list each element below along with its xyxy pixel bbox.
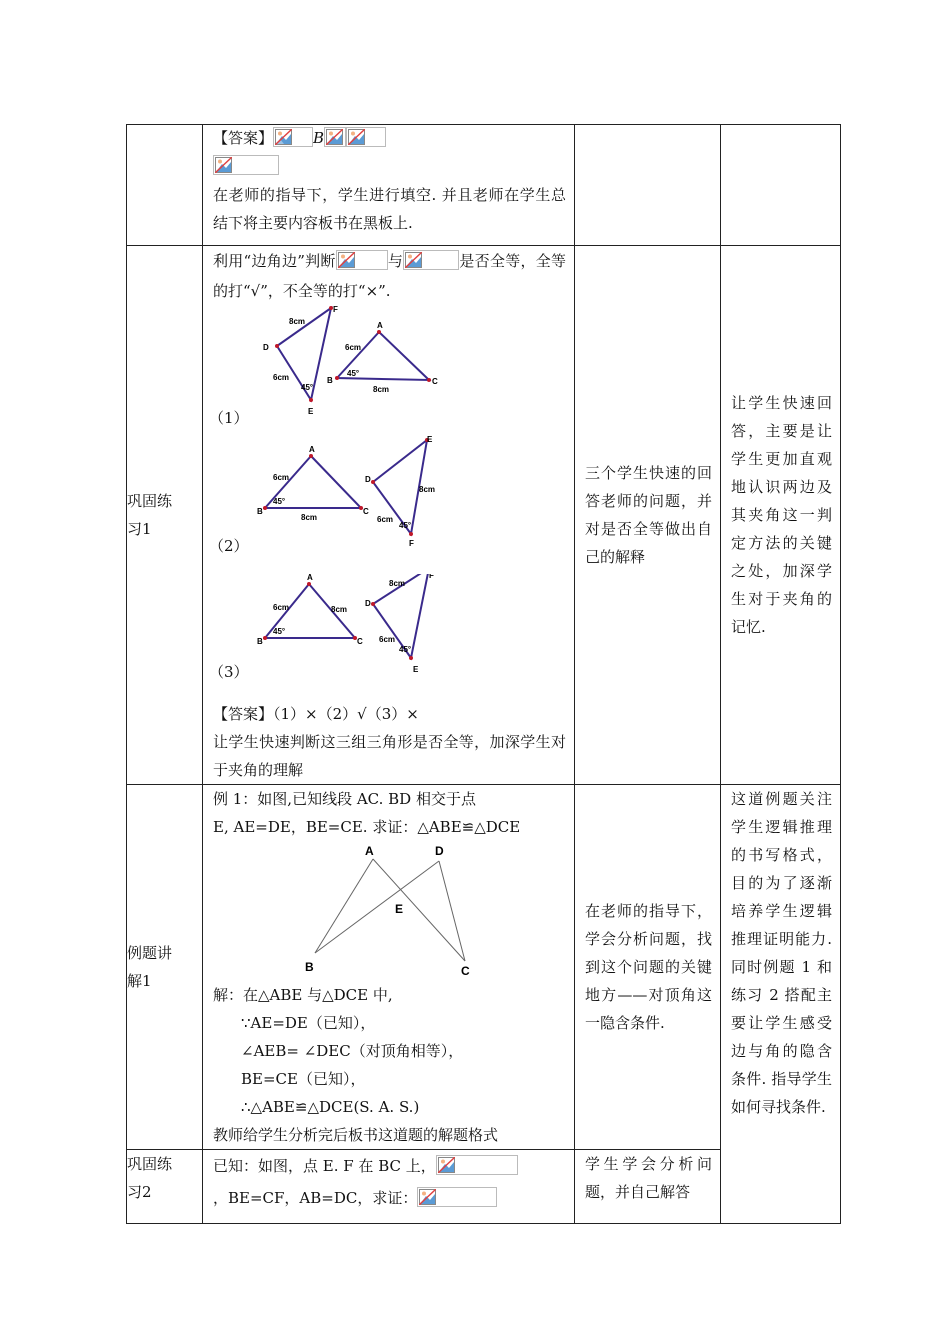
fig3-label-d: D [365,599,371,608]
row3-student-cell [575,785,721,1150]
example-line-1: 例 1：如图,已知线段 AC. BD 相交于点 [213,790,476,808]
row3-content-cell [203,785,575,1150]
fig2-tag: （2） [209,537,249,555]
practice2-line-2: ，BE=CF，AB=DC，求证： [213,1182,566,1214]
practice-summary: 让学生快速判断这三组三角形是否全等，加深学生对于夹角的理解 [213,733,566,779]
broken-image-icon [324,127,346,147]
fig3-label-c: C [357,637,363,646]
broken-image-icon [336,250,388,270]
broken-image-icon [403,250,459,270]
practice-student-text: 三个学生快速的回答老师的问题，并对是否全等做出自己的解释 [585,464,712,566]
fig3-measure-de: 6cm [379,635,396,644]
broken-image-icon [213,155,279,175]
row1-stage-cell [127,125,203,246]
example-point-e: E [395,902,404,916]
lesson-table [126,124,841,1224]
example-intent-text: 这道例题关注学生逻辑推理的书写格式，目的为了逐渐培养学生逻辑推理证明能力. 同时例题 1 和练习 2 搭配主要让学生感受边与角的隐含条件. 指导学生如何寻找条件. [731,790,832,1116]
fig2-measure-ef: 8cm [419,485,436,494]
fig2-label-b: B [257,507,263,516]
row-answer [127,125,841,246]
row2-intent-cell [721,246,841,785]
fig1-measure-df: 8cm [289,317,306,326]
fig1-label-d: D [263,343,269,352]
fig1-label-e: E [308,407,314,416]
fig1-label-b: B [327,376,333,385]
solution-line-5: ∴△ABE≌△DCE(S. A. S.) [241,1098,420,1116]
practice2-line-1: 已知：如图，点 E. F 在 BC 上， [213,1150,566,1182]
answer-letter: B [313,129,325,147]
fig1-measure-bc: 8cm [373,385,390,394]
row2-student-cell [575,246,721,785]
figure-3 [209,574,566,700]
answer-label: 【答案】 [213,129,274,147]
fig3-measure-angle2: 45° [399,645,412,654]
fig2-measure-angle: 45° [273,497,286,506]
fig2-label-f: F [409,539,414,548]
solution-line-2: ∵AE=DE（已知）， [241,1014,376,1032]
stage-label-practice-2: 巩固练习2 [127,1150,203,1224]
fig3-label-f: F [429,574,434,580]
row-example-1 [127,785,841,1150]
fig2-label-d: D [365,475,371,484]
example-point-b: B [305,960,314,974]
fig3-label-a: A [307,574,313,582]
fig3-measure-df: 8cm [389,579,406,588]
fig3-label-e: E [413,665,419,674]
fig2-measure-de: 6cm [377,515,394,524]
fig3-tag: （3） [209,663,249,681]
broken-image-icon [273,127,313,147]
fig2-label-a: A [309,445,315,454]
practice-intent-text: 让学生快速回答，主要是让学生更加直观地认识两边及其夹角这一判定方法的关键之处，加深学生对于夹角的记忆. [731,394,832,636]
fig1-measure-angle: 45° [301,383,314,392]
stage-label-example-1: 例题讲解1 [127,785,203,1150]
solution-line-1: 解：在△ABE 与△DCE 中, [213,986,393,1004]
fig2-label-c: C [363,507,369,516]
stage-label-practice-1: 巩固练习1 [127,246,203,785]
row1-content-cell [203,125,575,246]
row4-student-cell [575,1150,721,1224]
figure-2 [209,436,566,574]
practice-answer: 【答案】（1）×（2）√（3）× [213,705,419,723]
row1-student-cell [575,125,721,246]
solution-line-6: 教师给学生分析完后板书这道题的解题格式 [213,1126,499,1144]
fig3-measure-angle: 45° [273,627,286,636]
solution-line-4: BE=CE（已知）， [241,1070,366,1088]
example-point-d: D [435,844,444,858]
row1-text: 在老师的指导下，学生进行填空. 并且老师在学生总结下将主要内容板书在黑板上. [213,186,566,232]
fig1-measure-angle2: 45° [347,369,360,378]
fig3-measure-ac: 8cm [331,605,348,614]
fig2-measure-ab: 6cm [273,473,290,482]
practice-question: 利用“边角边”判断 与 是否全等，全等的打“√”，不全等的打“×”. [213,252,566,300]
broken-image-icon [436,1155,518,1175]
row2-content-cell [203,246,575,785]
fig2-label-e: E [427,436,433,444]
broken-image-icon [346,127,386,147]
example-figure [213,841,566,981]
row4-content-cell [203,1150,575,1224]
fig2-measure-angle2: 45° [399,521,412,530]
fig1-tag: （1） [209,409,249,427]
row-practice-1 [127,246,841,785]
fig1-label-f: F [333,306,338,314]
broken-image-icon [417,1187,497,1207]
fig3-label-b: B [257,637,263,646]
solution-line-3: ∠AEB= ∠DEC（对顶角相等）， [241,1042,464,1060]
example-student-text: 在老师的指导下，学会分析问题，找到这个问题的关键地方——对顶角这一隐含条件. [585,902,712,1032]
practice2-student-text: 学生学会分析问题，并自己解答 [585,1155,712,1201]
fig1-label-a: A [377,321,383,330]
fig1-measure-ab: 6cm [345,343,362,352]
fig3-measure-ab: 6cm [273,603,290,612]
row3-intent-cell [721,785,841,1224]
example-point-c: C [461,964,470,978]
fig1-measure-de: 6cm [273,373,290,382]
example-line-2: E, AE=DE，BE=CE. 求证：△ABE≌△DCE [213,818,521,836]
fig2-measure-bc: 8cm [301,513,318,522]
example-point-a: A [365,844,374,858]
fig1-label-c: C [432,377,438,386]
figure-1 [209,306,566,436]
row1-intent-cell [721,125,841,246]
